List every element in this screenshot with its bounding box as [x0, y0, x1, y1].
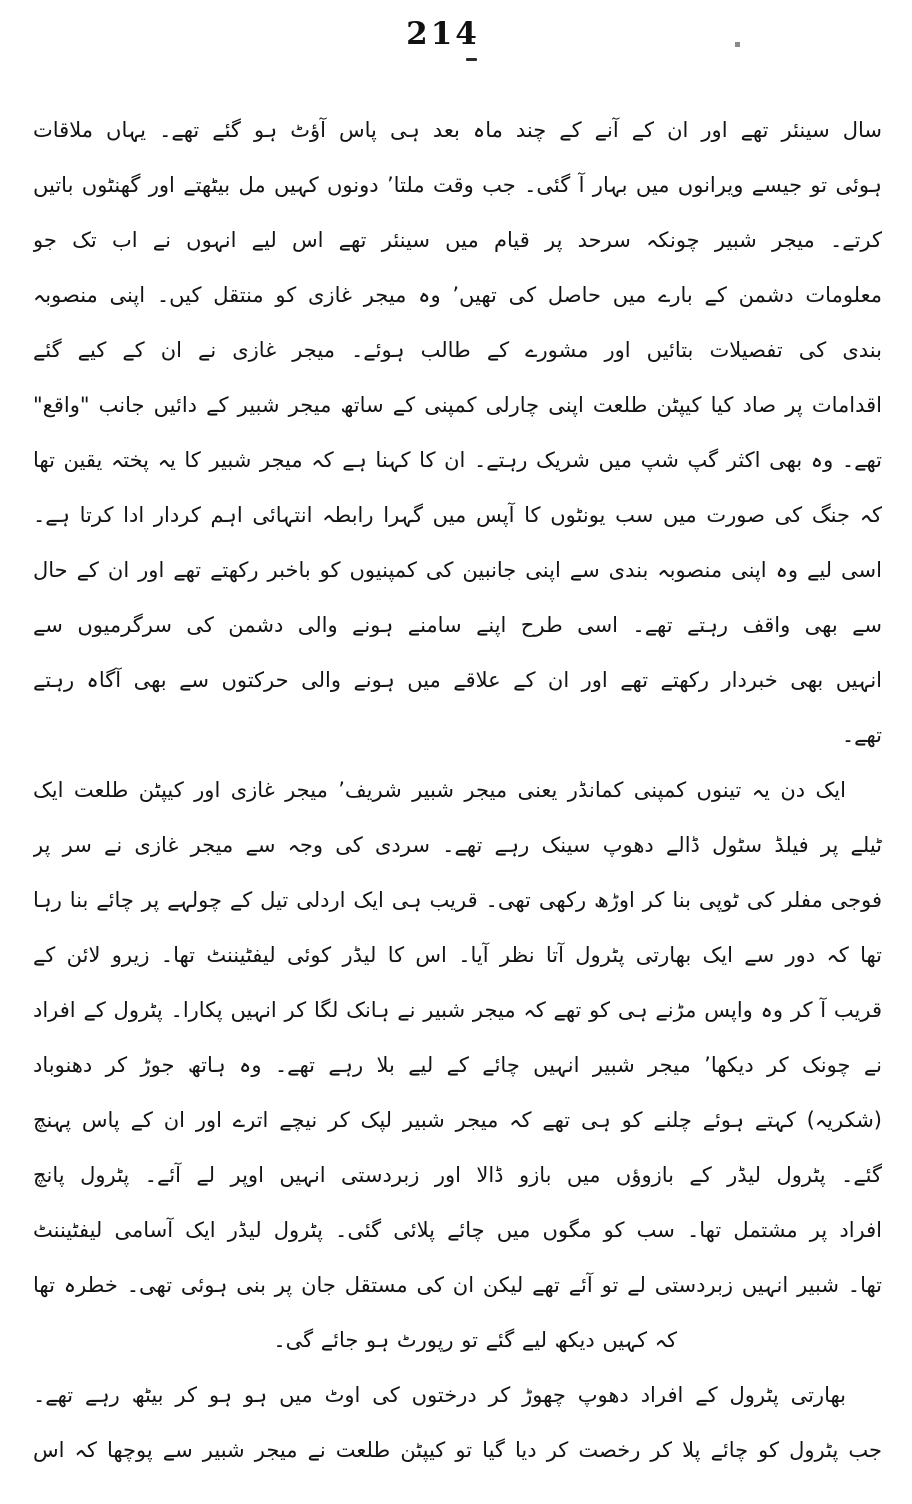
paragraph	[33, 103, 882, 763]
text-line: فوجی مفلر کی ٹوپی بنا کر اوڑھ رکھی تھی۔ قریب ہی ایک اردلی تیل کے چولہے پر چائے بنا رہا	[33, 888, 882, 912]
ink-dot	[735, 42, 740, 47]
paragraph	[33, 763, 882, 1368]
text-line: قریب آ کر وہ واپس مڑنے ہی کو تھے کہ میجر شبیر نے ہانک لگا کر انہیں پکارا۔ پٹرول کے افراد	[33, 998, 882, 1022]
text-line: ٹیلے پر فیلڈ سٹول ڈالے دھوپ سینک رہے تھے۔ سردی کی وجہ سے میجر غازی نے سر پر	[33, 833, 882, 857]
paragraph	[33, 1368, 882, 1478]
text-line: ایک دن یہ تینوں کمپنی کمانڈر یعنی میجر شبیر شریف’ میجر غازی اور کیپٹن طلعت ایک	[33, 778, 846, 802]
text-line: نے چونک کر دیکھا’ میجر شبیر انہیں چائے کے لیے بلا رہے تھے۔ وہ ہاتھ جوڑ کر دھنوباد	[33, 1053, 882, 1077]
text-line: کہ جنگ کی صورت میں سب یونٹوں کا آپس میں گہرا رابطہ انتہائی اہم کردار ادا کرتا ہے۔	[33, 503, 882, 527]
text-line: بھارتی پٹرول کے افراد دھوپ چھوڑ کر درختوں کی اوٹ میں ہو ہو کر بیٹھ رہے تھے۔	[33, 1383, 846, 1407]
text-line: گئے۔ پٹرول لیڈر کے بازوؤں میں بازو ڈالا اور زبردستی انہیں اوپر لے آئے۔ پٹرول پانچ	[33, 1163, 882, 1187]
text-line: تھے۔	[841, 723, 882, 747]
text-line: بندی کی تفصیلات بتائیں اور مشورے کے طالب ہوئے۔ میجر غازی نے ان کے کیے گئے	[33, 338, 882, 362]
text-line: کرتے۔ میجر شبیر چونکہ سرحد پر قیام میں سینئر تھے اس لیے انہوں نے اب تک جو	[33, 228, 882, 252]
text-line: معلومات دشمن کے بارے میں حاصل کی تھیں’ وہ میجر غازی کو منتقل کیں۔ اپنی منصوبہ	[33, 283, 882, 307]
page-number: 214	[406, 16, 480, 52]
text-line: سال سینئر تھے اور ان کے آنے کے چند ماہ بعد ہی پاس آؤٹ ہو گئے تھے۔ یہاں ملاقات	[33, 118, 882, 142]
text-line: اقدامات پر صاد کیا کیپٹن طلعت اپنی چارلی کمپنی کے ساتھ میجر شبیر کے دائیں جانب "واقع"	[33, 393, 882, 417]
text-line: تھا کہ دور سے ایک بھارتی پٹرول آتا نظر آیا۔ اس کا لیڈر کوئی لیفٹیننٹ تھا۔ زیرو لائن کے	[33, 943, 882, 967]
text-line: تھا۔ شبیر انہیں زبردستی لے تو آئے تھے لیکن ان کی مستقل جان پر بنی ہوئی تھی۔ خطرہ تھا	[33, 1273, 882, 1297]
text-line: اسی لیے وہ اپنی منصوبہ بندی سے اپنی جانبین کی کمپنیوں کو باخبر رکھتے تھے اور ان کے حال	[33, 558, 882, 582]
text-line: سے بھی واقف رہتے تھے۔ اسی طرح اپنے سامنے ہونے والی دشمن کی سرگرمیوں سے	[33, 613, 882, 637]
text-line: (شکریہ) کہتے ہوئے چلنے کو ہی تھے کہ میجر شبیر لپک کر نیچے اترے اور ان کے پاس پہنچ	[33, 1108, 882, 1132]
body-text	[33, 103, 882, 1478]
text-line: انہیں بھی خبردار رکھتے تھے اور ان کے علاقے میں ہونے والی حرکتوں سے بھی آگاہ رہتے	[33, 668, 882, 692]
ink-mark	[466, 58, 477, 61]
text-line: ہوئی تو جیسے ویرانوں میں بہار آ گئی۔ جب وقت ملتا’ دونوں کہیں مل بیٹھتے اور گھنٹوں باتیں	[33, 173, 882, 197]
text-line: کہ کہیں دیکھ لیے گئے تو رپورٹ ہو جائے گی۔	[273, 1328, 677, 1352]
text-line: جب پٹرول کو چائے پلا کر رخصت کر دیا گیا تو کیپٹن طلعت نے میجر شبیر سے پوچھا کہ اس	[33, 1438, 882, 1462]
text-line: تھے۔ وہ بھی اکثر گپ شپ میں شریک رہتے۔ ان کا کہنا ہے کہ میجر شبیر کا یہ پختہ یقین تھا	[33, 448, 882, 472]
text-line: افراد پر مشتمل تھا۔ سب کو مگوں میں چائے پلائی گئی۔ پٹرول لیڈر ایک آسامی لیفٹیننٹ	[33, 1218, 882, 1242]
